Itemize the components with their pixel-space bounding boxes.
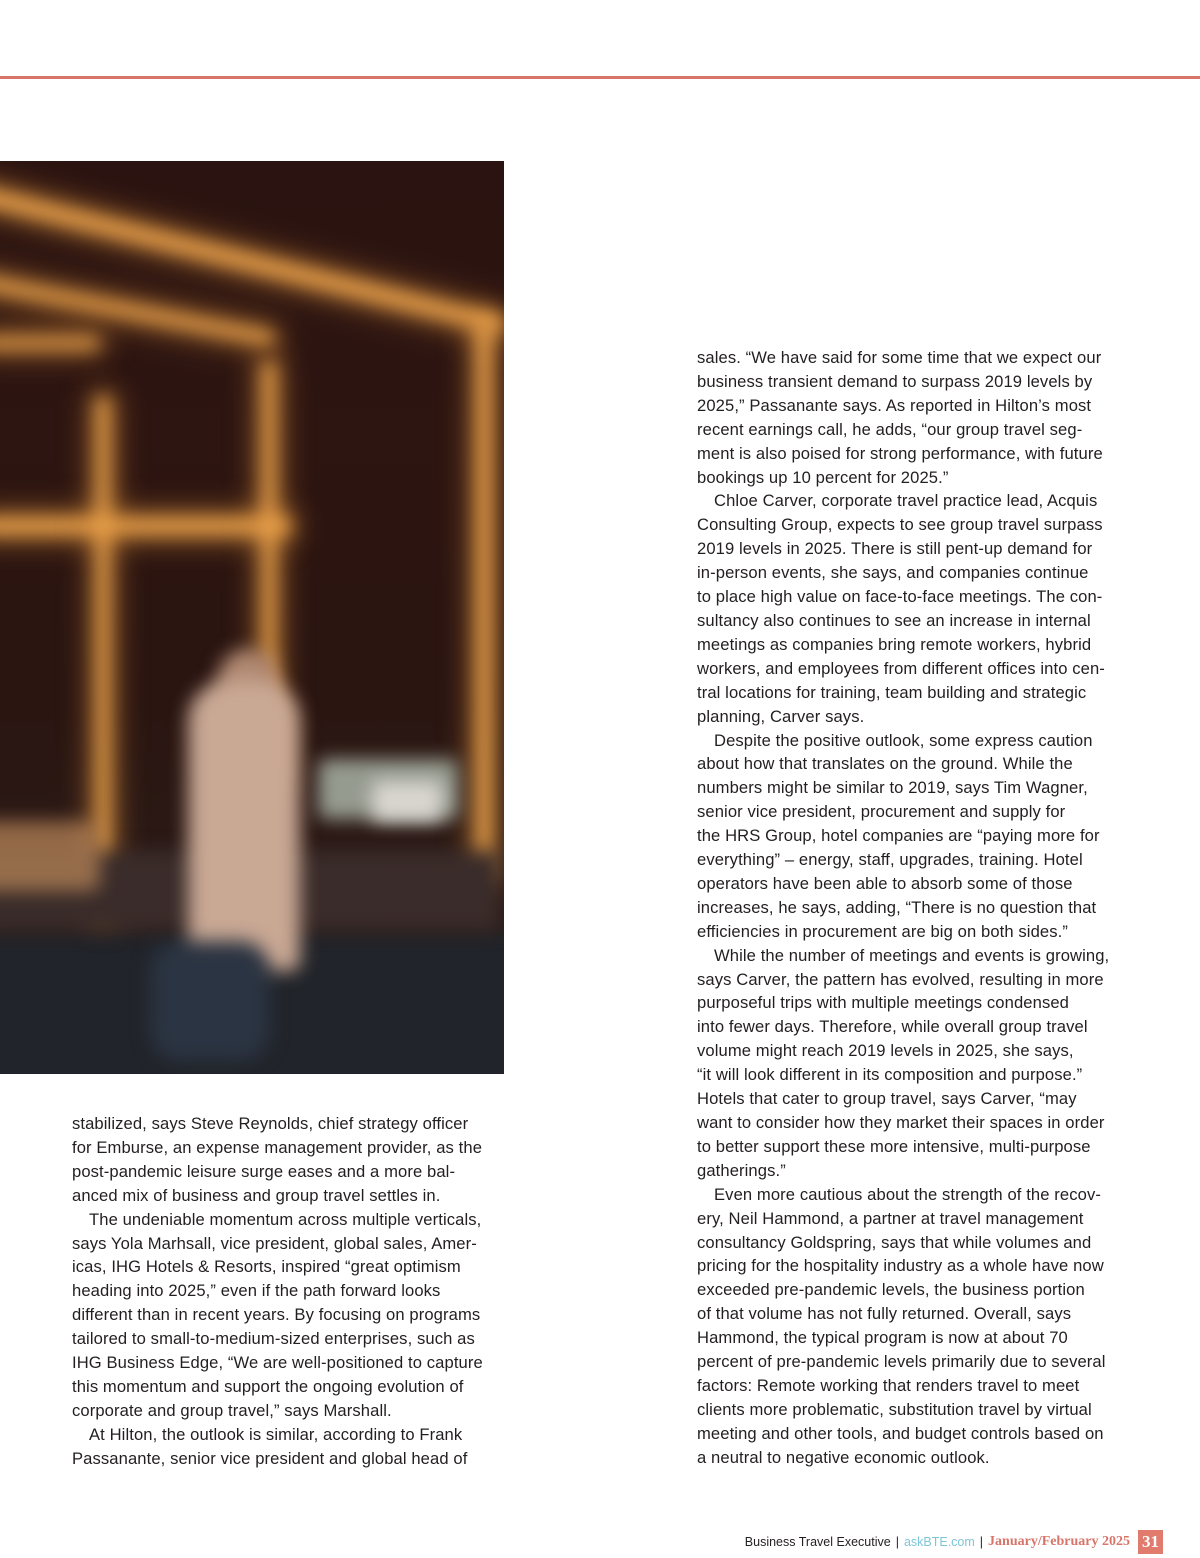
text-line: bookings up 10 percent for 2025.”	[697, 467, 949, 487]
text-line: The undeniable momentum across multiple verticals,	[89, 1209, 482, 1229]
article-column-right	[697, 346, 1137, 1470]
text-line: different than in recent years. By focusing on programs	[72, 1305, 481, 1325]
text-line: icas, IHG Hotels & Resorts, inspired “great optimism	[72, 1257, 461, 1277]
text-line: volume might reach 2019 levels in 2025, she says,	[697, 1041, 1074, 1061]
text-line: in-person events, she says, and companies continue	[697, 563, 1089, 583]
text-line: 2025,” Passanante says. As reported in Hilton’s most	[697, 395, 1092, 415]
text-line: to place high value on face-to-face meetings. The con-	[697, 587, 1103, 607]
text-line: 2019 levels in 2025. There is still pent-up demand for	[697, 539, 1093, 559]
text-line: anced mix of business and group travel settles in.	[72, 1185, 441, 1205]
text-line: recent earnings call, he adds, “our group travel seg-	[697, 419, 1083, 439]
text-line: post-pandemic leisure surge eases and a more bal-	[72, 1161, 456, 1181]
page-footer	[745, 1529, 1163, 1555]
footer-separator: |	[895, 1535, 899, 1549]
text-line: sales. “We have said for some time that we expect our	[697, 348, 1102, 367]
footer-separator: |	[979, 1535, 984, 1549]
text-line: factors: Remote working that renders travel to meet	[697, 1375, 1080, 1395]
text-line: says Yola Marhsall, vice president, global sales, Amer-	[72, 1233, 477, 1253]
text-line: ery, Neil Hammond, a partner at travel management	[697, 1208, 1084, 1228]
page-number: 31	[1138, 1530, 1163, 1554]
text-line: want to consider how they market their spaces in order	[697, 1113, 1105, 1132]
text-line: While the number of meetings and events is growing,	[714, 945, 1110, 965]
top-accent-rule	[0, 76, 1200, 79]
text-line: percent of pre-pandemic levels primarily due to several	[697, 1352, 1106, 1372]
text-line: pricing for the hospitality industry as a whole have now	[697, 1256, 1104, 1276]
text-line: corporate and group travel,” says Marshall.	[72, 1400, 392, 1420]
text-line: Despite the positive outlook, some express caution	[714, 730, 1093, 750]
text-line: exceeded pre-pandemic levels, the business portion	[697, 1280, 1085, 1300]
text-line: “it will look different in its composition and purpose.”	[697, 1065, 1083, 1085]
text-line: sultancy also continues to see an increase in internal	[697, 610, 1091, 630]
text-line: about how that translates on the ground. While the	[697, 754, 1073, 774]
text-line: IHG Business Edge, “We are well-positioned to capture	[72, 1353, 483, 1373]
text-line: tailored to small-to-medium-sized enterprises, such as	[72, 1329, 475, 1349]
text-line: meetings as companies bring remote workers, hybrid	[697, 634, 1092, 654]
text-line: numbers might be similar to 2019, says Tim Wagner,	[697, 778, 1088, 798]
text-line: consultancy Goldspring, says that while volumes and	[697, 1232, 1092, 1252]
text-line: planning, Carver says.	[697, 706, 865, 726]
text-line: to better support these more intensive, multi-purpose	[697, 1136, 1091, 1156]
text-line: stabilized, says Steve Reynolds, chief strategy officer	[72, 1114, 469, 1133]
article-column-left	[72, 1112, 512, 1471]
text-line: workers, and employees from different offices into cen-	[697, 658, 1105, 678]
text-line: meeting and other tools, and budget controls based on	[697, 1423, 1104, 1443]
text-line: At Hilton, the outlook is similar, according to Frank	[89, 1424, 463, 1444]
text-line: senior vice president, procurement and supply for	[697, 802, 1066, 822]
text-line: tral locations for training, team building and strategic	[697, 682, 1087, 702]
text-line: Consulting Group, expects to see group travel surpass	[697, 515, 1103, 535]
article-photo	[0, 161, 504, 1074]
text-line: a neutral to negative economic outlook.	[697, 1447, 990, 1467]
text-line: business transient demand to surpass 2019 levels by	[697, 371, 1093, 391]
text-line: Even more cautious about the strength of the recov-	[714, 1184, 1101, 1204]
text-line: the HRS Group, hotel companies are “paying more for	[697, 826, 1100, 846]
text-line: operators have been able to absorb some of those	[697, 873, 1073, 893]
text-line: says Carver, the pattern has evolved, resulting in more	[697, 969, 1104, 989]
text-line: for Emburse, an expense management provider, as the	[72, 1137, 483, 1157]
text-line: gatherings.”	[697, 1160, 786, 1180]
text-line: ment is also poised for strong performance, with future	[697, 443, 1103, 463]
text-line: Hotels that cater to group travel, says Carver, “may	[697, 1089, 1077, 1109]
text-line: of that volume has not fully returned. Overall, says	[697, 1304, 1072, 1324]
text-line: Passanante, senior vice president and global head of	[72, 1448, 468, 1468]
text-line: clients more problematic, substitution travel by virtual	[697, 1399, 1092, 1419]
text-line: purposeful trips with multiple meetings condensed	[697, 993, 1070, 1013]
footer-issue-date: January/February 2025	[988, 1534, 1130, 1549]
text-line: into fewer days. Therefore, while overall group travel	[697, 1017, 1088, 1037]
text-line: this momentum and support the ongoing evolution of	[72, 1376, 464, 1396]
footer-url-link[interactable]: askBTE.com	[903, 1535, 975, 1549]
text-line: Hammond, the typical program is now at about 70	[697, 1328, 1068, 1348]
text-line: efficiencies in procurement are big on both sides.”	[697, 921, 1068, 941]
footer-publication: Business Travel Executive	[744, 1535, 891, 1549]
text-line: increases, he says, adding, “There is no question that	[697, 897, 1097, 917]
text-line: Chloe Carver, corporate travel practice lead, Acquis	[714, 491, 1098, 511]
text-line: heading into 2025,” even if the path forward looks	[72, 1281, 441, 1301]
text-line: everything” – energy, staff, upgrades, training. Hotel	[697, 850, 1083, 870]
